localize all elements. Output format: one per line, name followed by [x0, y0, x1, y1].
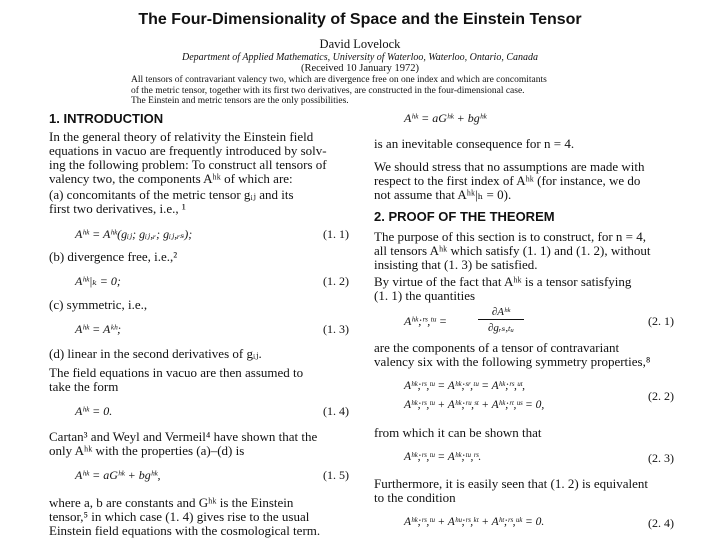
- einstein-tensor-paragraph: [49, 496, 359, 538]
- equation-number: (2. 4): [648, 516, 674, 530]
- text-line: are the components of a tensor of contravariant: [374, 340, 620, 355]
- equation-1-1: Aʰᵏ = Aʰᵏ(gᵢⱼ; gᵢⱼ,ᵣ; gᵢⱼ,ᵣₛ);: [75, 227, 193, 241]
- equation-number: (1. 3): [323, 322, 349, 336]
- text-line: valency six with the following symmetry properties,⁸: [374, 354, 651, 369]
- field-equations-paragraph: [49, 366, 359, 394]
- abstract-line: All tensors of contravariant valency two, which are divergence free on one index and which are concomitants: [131, 75, 547, 85]
- text-line: (a) concomitants of the metric tensor gᵢⱼ and its: [49, 187, 294, 202]
- text-line: (1. 1) the quantities: [374, 288, 476, 303]
- equation-2-3: Aʰᵏ;ʳˢ,ᵗᵘ = Aʰᵏ;ᵗᵘ,ʳˢ.: [404, 451, 482, 463]
- text-line: The purpose of this section is to construct, for n = 4,: [374, 229, 646, 244]
- equation-1-3: Aʰᵏ = Aᵏʰ;: [75, 322, 122, 336]
- equation-2-2-line-2: Aʰᵏ;ʳˢ,ᵗᵘ + Aʰᵏ;ʳᵘ,ˢᵗ + Aʰᵏ;ʳᵗ,ᵘˢ = 0,: [404, 399, 545, 411]
- abstract-line: The Einstein and metric tensors are the only possibilities.: [131, 96, 349, 106]
- text-line: tensor,⁵ in which case (1. 4) gives rise to the usual: [49, 509, 310, 524]
- text-line: valency two, the components Aʰᵏ of which are:: [49, 171, 293, 186]
- text-line: ing the following problem: To construct all tensors of: [49, 157, 327, 172]
- text-line: all tensors Aʰᵏ which satisfy (1. 1) and (1. 2), without: [374, 243, 651, 258]
- text-line: The field equations in vacuo are then assumed to: [49, 365, 304, 380]
- shown-paragraph: from which it can be shown that: [374, 425, 542, 440]
- purpose-paragraph: [374, 230, 674, 272]
- intro-paragraph: [49, 130, 359, 186]
- equation-number: (1. 4): [323, 404, 349, 418]
- text-line: to the condition: [374, 490, 456, 505]
- equation-top-right: Aʰᵏ = aGʰᵏ + bgʰᵏ: [404, 111, 487, 125]
- components-paragraph: [374, 341, 674, 369]
- cartan-paragraph: [49, 430, 359, 458]
- equation-1-5: Aʰᵏ = aGʰᵏ + bgʰᵏ,: [75, 468, 161, 482]
- equation-2-4: Aʰᵏ;ʳˢ,ᵗᵘ + Aʰᵘ;ʳˢ,ᵏᵗ + Aʰᵗ;ʳˢ,ᵘᵏ = 0.: [404, 516, 545, 528]
- equation-2-1-fraction: [478, 306, 524, 334]
- section-1-heading: 1. INTRODUCTION: [49, 111, 164, 126]
- equation-number: (1. 2): [323, 274, 349, 288]
- fraction-denominator: ∂gᵣₛ,ₜᵤ: [487, 322, 515, 334]
- text-line: respect to the first index of Aʰᵏ (for instance, we do: [374, 173, 641, 188]
- fraction-numerator: ∂Aʰᵏ: [478, 306, 524, 320]
- equation-number: (2. 2): [648, 389, 674, 403]
- received-date: (Received 10 January 1972): [300, 63, 420, 74]
- author-name: David Lovelock: [319, 37, 401, 51]
- equation-number: (1. 5): [323, 468, 349, 482]
- abstract-line: of the metric tensor, together with its first two derivatives, are constructed in the four-dimensional case.: [131, 85, 525, 96]
- section-2-heading: 2. PROOF OF THE THEOREM: [374, 209, 555, 224]
- text-line: insisting that (1. 3) be satisfied.: [374, 257, 538, 272]
- equation-number: (2. 3): [648, 451, 674, 465]
- text-line: Cartan³ and Weyl and Vermeil⁴ have shown that the: [49, 429, 318, 444]
- item-b: (b) divergence free, i.e.,²: [49, 249, 178, 264]
- paper-title: The Four-Dimensionality of Space and the Einstein Tensor: [138, 11, 582, 28]
- item-a: [49, 188, 359, 216]
- text-line: In the general theory of relativity the Einstein field: [49, 129, 314, 144]
- text-line: Einstein field equations with the cosmological term.: [49, 523, 321, 538]
- equation-2-1-lhs: Aʰᵏ;ʳˢ,ᵗᵘ =: [404, 314, 447, 328]
- inevitable-paragraph: is an inevitable consequence for n = 4.: [374, 136, 575, 151]
- text-line: take the form: [49, 379, 119, 394]
- equation-2-2-line-1: Aʰᵏ;ʳˢ,ᵗᵘ = Aʰᵏ;ˢʳ,ᵗᵘ = Aʰᵏ;ʳˢ,ᵘᵗ,: [404, 380, 526, 392]
- text-line: first two derivatives, i.e., ¹: [49, 201, 186, 216]
- text-line: only Aʰᵏ with the properties (a)–(d) is: [49, 443, 245, 458]
- text-line: Furthermore, it is easily seen that (1. 2) is equivalent: [374, 476, 649, 491]
- equation-number: (2. 1): [648, 314, 674, 328]
- equation-number: (1. 1): [323, 227, 349, 241]
- text-line: not assume that Aʰᵏ|ₕ = 0).: [374, 187, 512, 202]
- equation-1-2: Aʰᵏ|ₖ = 0;: [75, 274, 121, 288]
- text-line: where a, b are constants and Gʰᵏ is the Einstein: [49, 495, 294, 510]
- equation-1-4: Aʰᵏ = 0.: [75, 404, 113, 418]
- item-d: (d) linear in the second derivatives of gᵢⱼ.: [49, 346, 262, 361]
- text-line: equations in vacuo are frequently introduced by solv-: [49, 143, 327, 158]
- item-c: (c) symmetric, i.e.,: [49, 297, 148, 312]
- text-line: We should stress that no assumptions are made with: [374, 159, 645, 174]
- furthermore-paragraph: [374, 477, 674, 505]
- stress-paragraph: [374, 160, 674, 202]
- affiliation: Department of Applied Mathematics, University of Waterloo, Waterloo, Ontario, Canada: [182, 52, 538, 63]
- text-line: By virtue of the fact that Aʰᵏ is a tensor satisfying: [374, 274, 632, 289]
- virtue-paragraph: [374, 275, 674, 303]
- abstract: [131, 75, 601, 107]
